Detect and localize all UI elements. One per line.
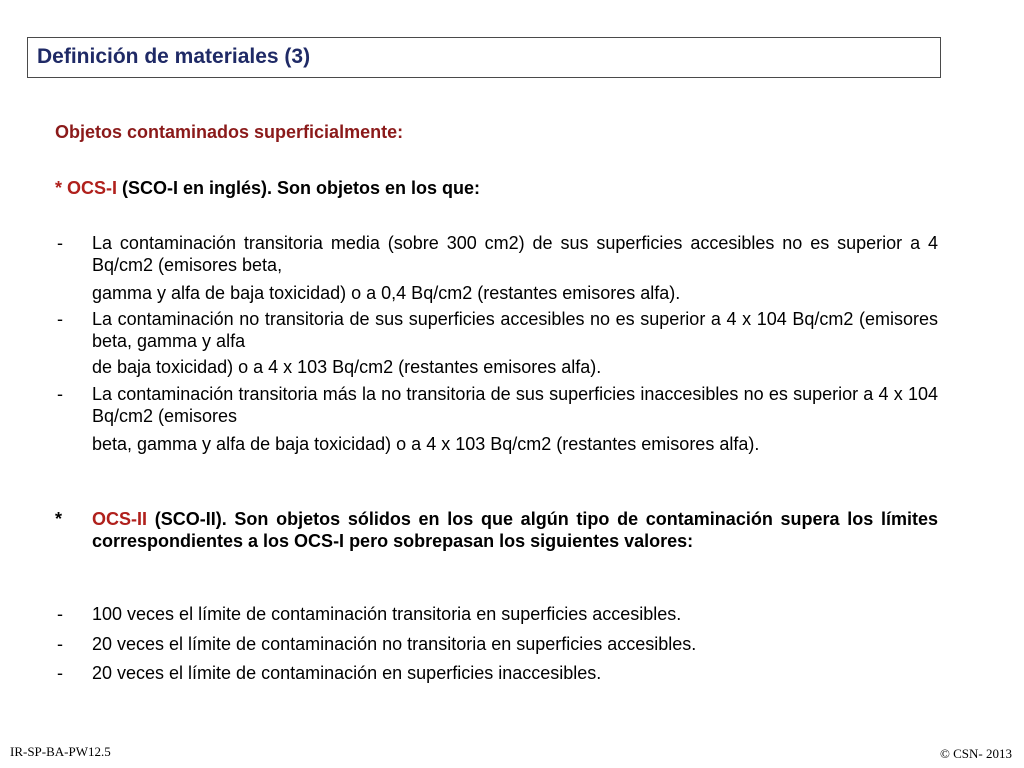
section-heading: Objetos contaminados superficialmente: [55,122,404,142]
bullet-dash: - [57,384,63,404]
bullet-dash: - [57,309,63,329]
ocs2-description: (SCO-II). Son objetos sólidos en los que algún tipo de contaminación supera los límites correspondientes a los OCS-I pero sobrepasan los siguientes valores: [92,509,938,551]
ocs2-bullet-1-text: 100 veces el límite de contaminación transitoria en superficies accesibles. [92,604,682,624]
ocs1-bullet-3 [55,383,938,427]
title-box [27,37,941,78]
ocs2-bullet-2 [55,633,938,655]
ocs1-bullet-2-text: La contaminación no transitoria de sus superficies accesibles no es superior a 4 x 104 Bq/cm2 (emisores beta, gamma y alfa [92,309,938,351]
ocs2-body [92,508,938,552]
ocs2-intro [55,508,938,552]
ocs1-bullet-2-continuation: de baja toxicidad) o a 4 x 103 Bq/cm2 (restantes emisores alfa). [92,357,602,377]
bullet-dash: - [57,634,63,654]
ocs1-bullet-2 [55,308,938,352]
ocs1-bullet-3-text: La contaminación transitoria más la no transitoria de sus superficies inaccesibles no es superior a 4 x 104 Bq/cm2 (emisores [92,384,938,426]
bullet-dash: - [57,663,63,683]
ocs1-description: (SCO-I en inglés). Son objetos en los que: [117,178,481,198]
footer-document-code: IR-SP-BA-PW12.5 [10,744,111,759]
bullet-dash: - [57,233,63,253]
ocs2-bullet-2-text: 20 veces el límite de contaminación no transitoria en superficies accesibles. [92,634,697,654]
ocs1-label: * OCS-I [55,178,118,198]
ocs1-intro [55,178,480,199]
footer-copyright: © CSN- 2013 [940,746,1012,761]
ocs2-bullet-1 [55,603,938,625]
ocs2-star: * [55,509,63,529]
bullet-dash: - [57,604,63,624]
ocs1-bullet-1-text: La contaminación transitoria media (sobre 300 cm2) de sus superficies accesibles no es superior a 4 Bq/cm2 (emisores beta, [92,233,938,275]
ocs2-bullet-3 [55,662,938,684]
ocs1-bullet-3-continuation: beta, gamma y alfa de baja toxicidad) o a 4 x 103 Bq/cm2 (restantes emisores alfa). [92,434,760,454]
slide-title: Definición de materiales (3) [37,45,311,68]
ocs1-bullet-1 [55,232,938,276]
ocs1-bullet-1-continuation: gamma y alfa de baja toxicidad) o a 0,4 Bq/cm2 (restantes emisores alfa). [92,283,681,303]
ocs2-bullet-3-text: 20 veces el límite de contaminación en superficies inaccesibles. [92,663,602,683]
ocs2-label: OCS-II [92,509,148,529]
